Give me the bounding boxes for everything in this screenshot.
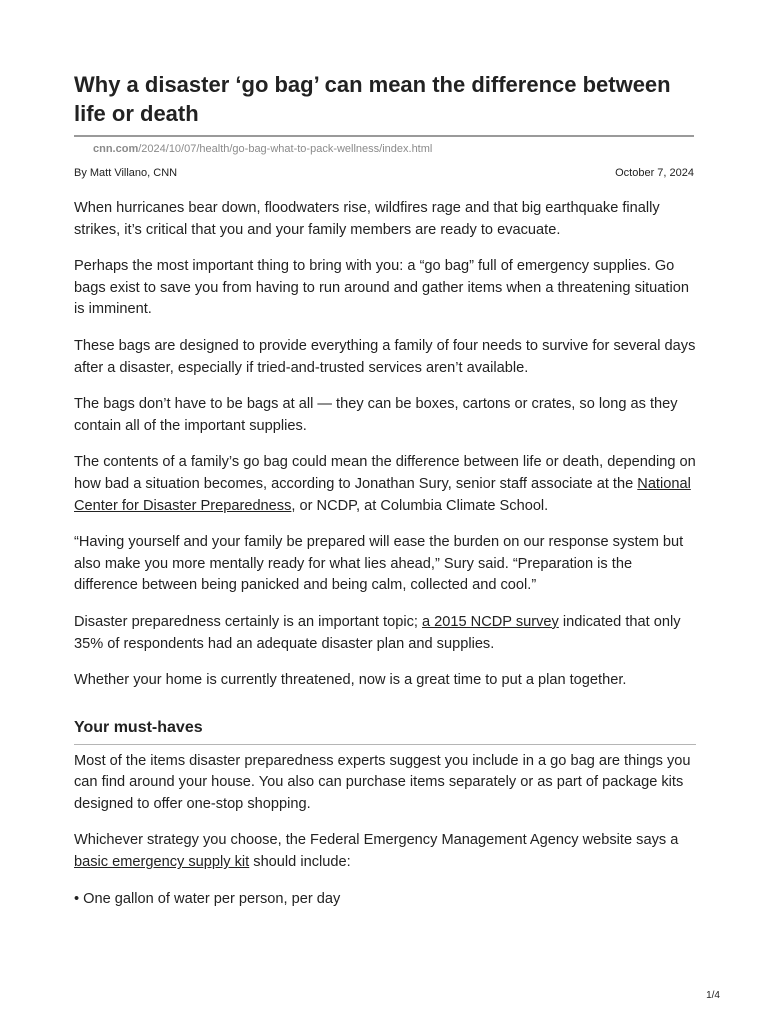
paragraph-1: When hurricanes bear down, floodwaters rise, wildfires rage and that big earthquake finally strikes, it’s critical that you and your family members are ready to evacuate.	[74, 200, 660, 238]
article-body	[74, 198, 696, 925]
article-date: October 7, 2024	[615, 167, 694, 179]
page-number: 1/4	[706, 990, 720, 1001]
article-author: By Matt Villano, CNN	[74, 167, 178, 179]
ncdp-survey-link[interactable]: a 2015 NCDP survey	[421, 613, 559, 630]
list-item: • One gallon of water per person, per day	[74, 890, 341, 907]
paragraph-3: These bags are designed to provide everything a family of four needs to survive for several days after a disaster, especially if tried-and-trusted services aren’t available.	[74, 337, 696, 376]
source-path: /2024/10/07/health/go-bag-what-to-pack-wellness/index.html	[138, 143, 433, 155]
ncdp-link[interactable]: National Center for Disaster Preparedness	[74, 475, 691, 514]
paragraph-4: The bags don’t have to be bags at all — they can be boxes, cartons or crates, so long as they contain all of the important supplies.	[74, 396, 678, 434]
paragraph-9: Most of the items disaster preparedness experts suggest you include in a go bag are things you can find around your house. You also can purchase items separately or as part of package kits designed to offer one-stop shopping.	[74, 752, 691, 812]
article-title: Why a disaster ‘go bag’ can mean the difference between life or death	[74, 72, 671, 126]
paragraph-5-text-a: The contents of a family’s go bag could mean the difference between life or death, depending on how bad a situation becomes, according to Jonathan Sury, senior staff associate at the	[74, 454, 696, 492]
title-divider	[74, 135, 694, 137]
paragraph-10-text-b: should include:	[249, 854, 351, 871]
paragraph-5	[74, 452, 696, 517]
section-heading: Your must-haves	[74, 707, 696, 745]
supply-kit-link[interactable]: basic emergency supply kit	[74, 854, 250, 871]
paragraph-7-text-a: Disaster preparedness certainly is an important topic;	[74, 613, 422, 630]
source-domain: cnn.com	[93, 143, 139, 155]
paragraph-10	[74, 830, 696, 873]
paragraph-2: Perhaps the most important thing to bring with you: a “go bag” full of emergency supplies. Go bags exist to save you from having to run around and gather items when a threatening situation is imminent.	[74, 258, 689, 318]
source-url[interactable]	[93, 142, 432, 156]
paragraph-5-text-b: , or NCDP, at Columbia Climate School.	[291, 497, 549, 514]
paragraph-7-text-b: indicated that only 35% of respondents had an adequate disaster plan and supplies.	[74, 613, 681, 652]
paragraph-10-text-a: Whichever strategy you choose, the Federal Emergency Management Agency website says a	[74, 832, 679, 849]
paragraph-7	[74, 612, 696, 655]
paragraph-6: “Having yourself and your family be prepared will ease the burden on our response system but also make you more mentally ready for what lies ahead,” Sury said. “Preparation is the difference between being panicked and being calm, collected and cool.”	[74, 534, 684, 594]
paragraph-8: Whether your home is currently threatened, now is a great time to put a plan together.	[74, 672, 627, 689]
